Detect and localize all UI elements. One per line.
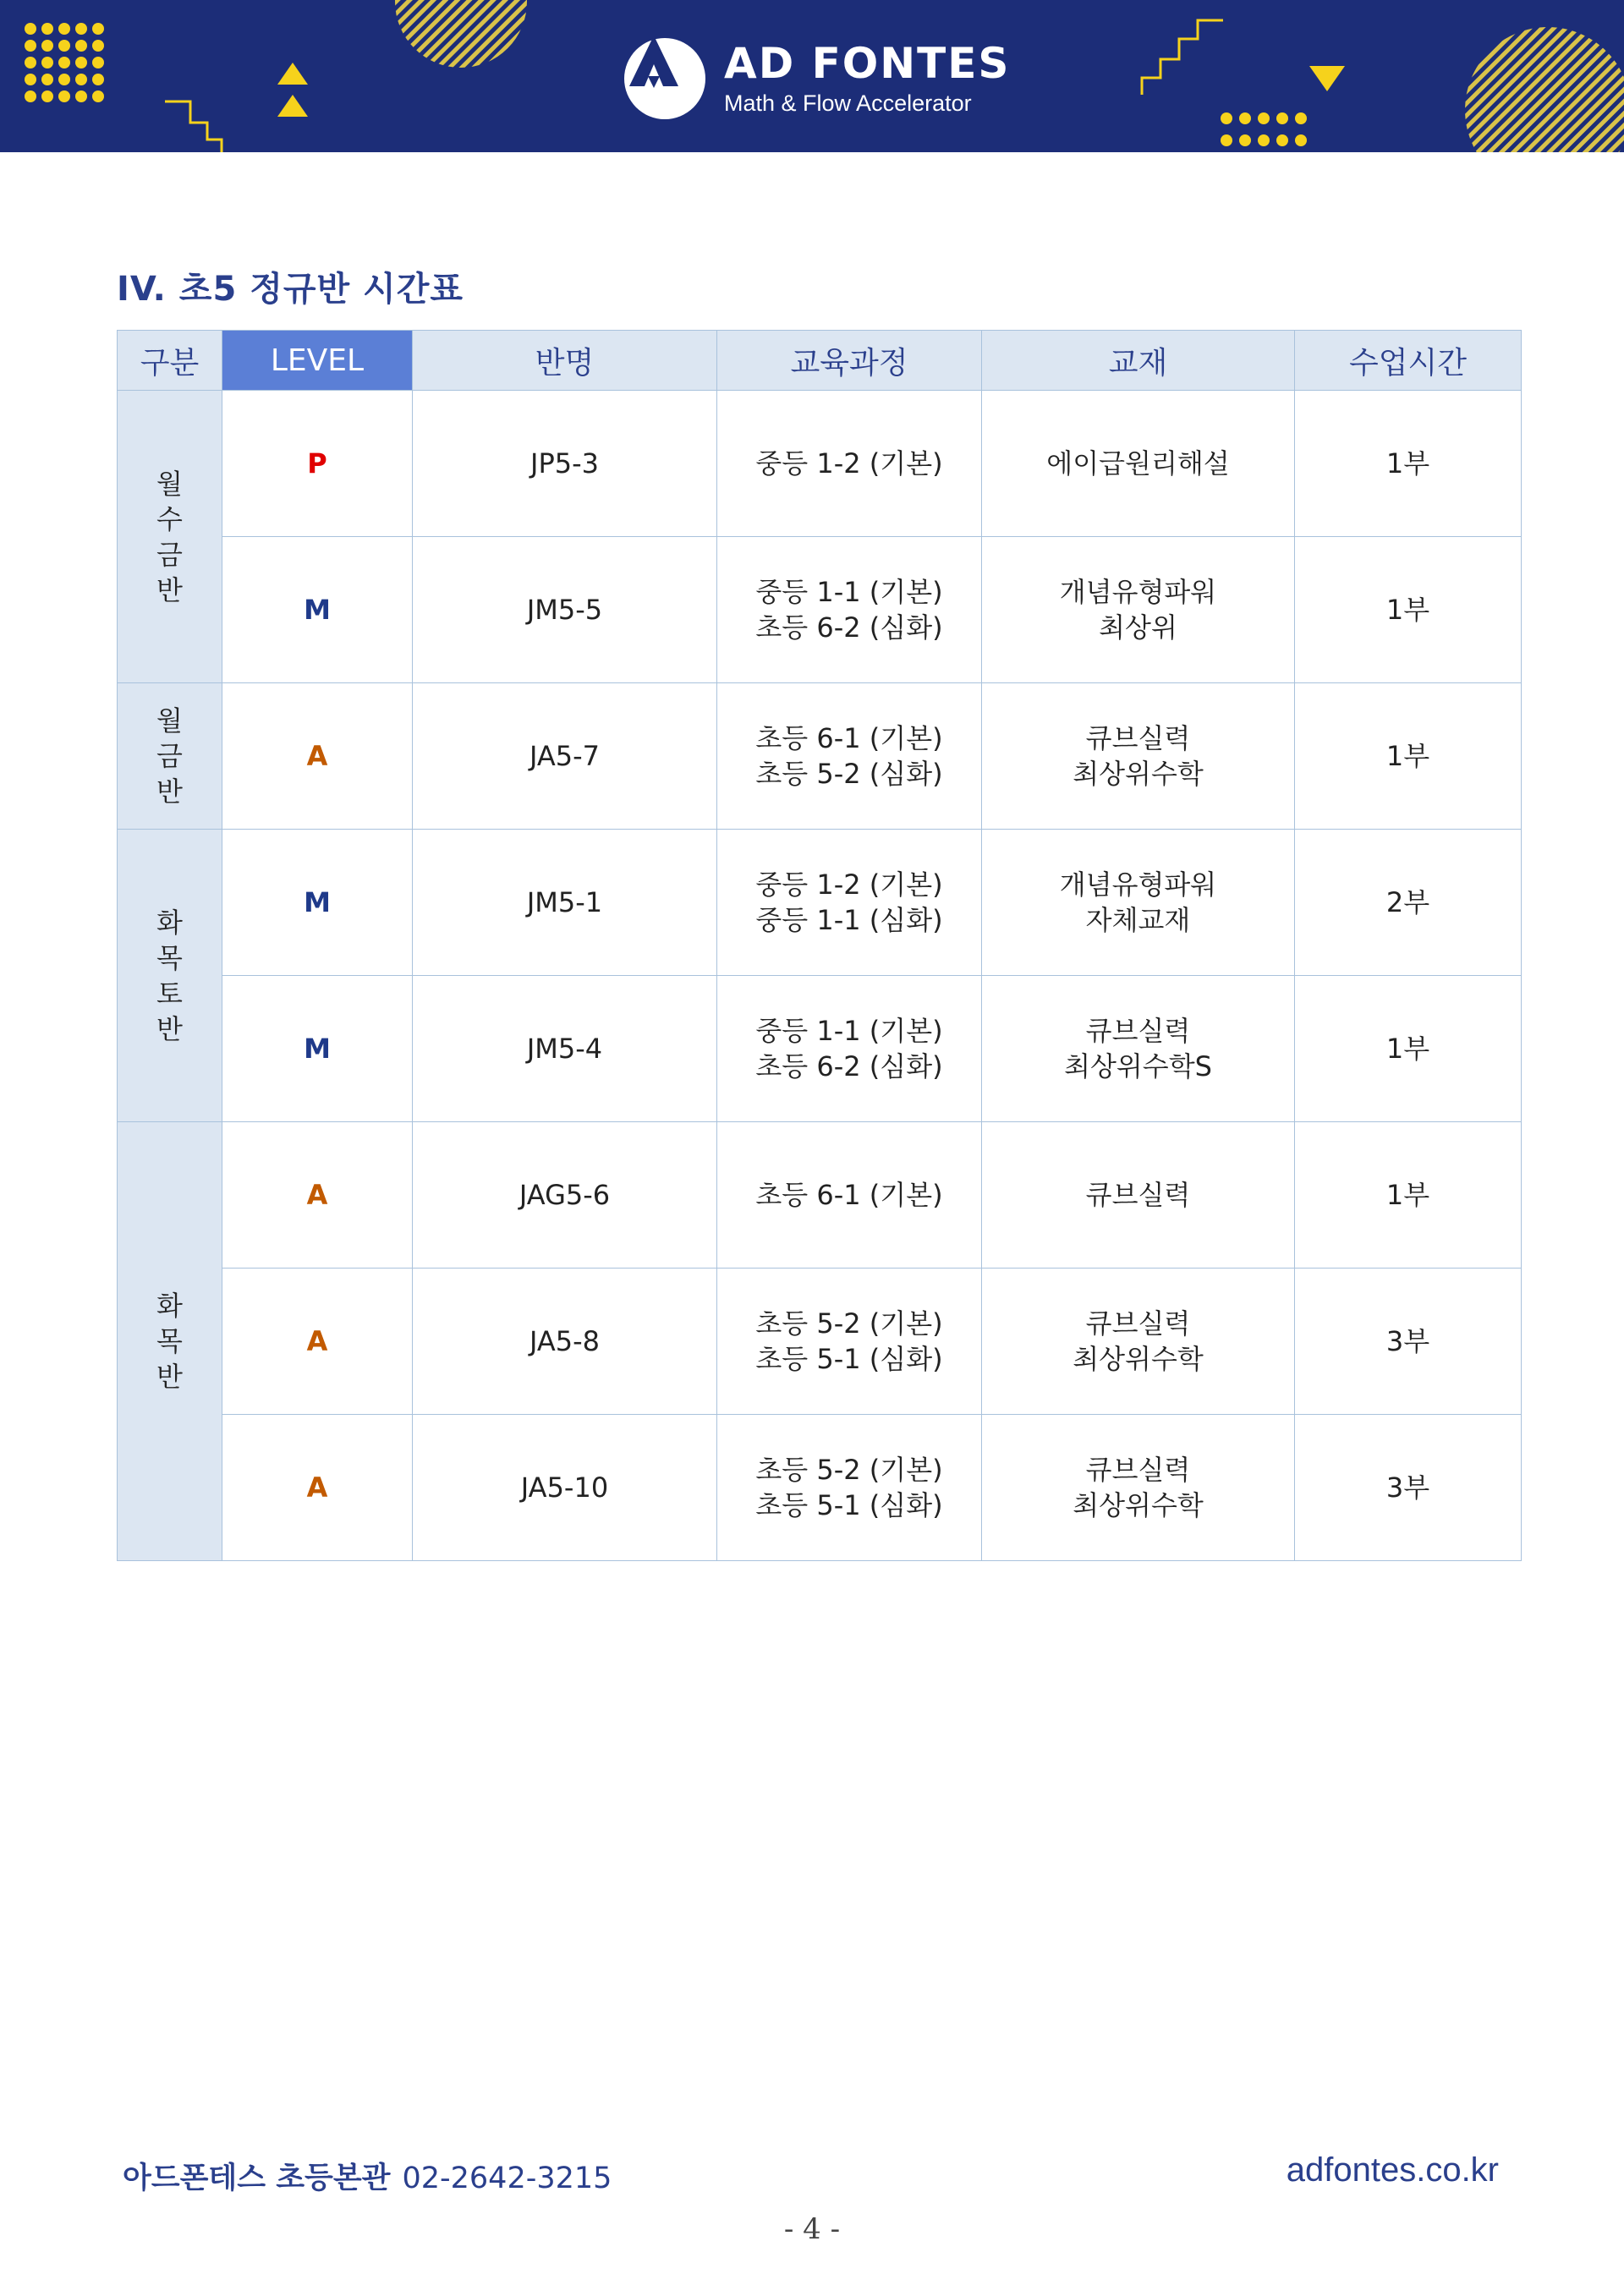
group-label: 월 수 금 반 [118,391,222,683]
level-cell: A [222,1122,413,1269]
textbook-line: 최상위수학 [1073,1343,1204,1375]
table-row [118,391,1522,537]
footer-website[interactable]: adfontes.co.kr [1286,2151,1499,2189]
class-name-cell: JA5-10 [413,1415,717,1561]
curriculum-cell [717,830,982,976]
curriculum-line: 초등 6-1 (기본) [755,722,943,754]
level-cell: M [222,830,413,976]
table-header-row [118,331,1522,391]
textbook-cell [982,830,1295,976]
curriculum-line: 중등 1-2 (기본) [755,447,943,479]
table-row [118,1415,1522,1561]
textbook-line: 최상위수학S [1064,1050,1212,1082]
textbook-line: 에이급원리해설 [1046,447,1230,479]
class-time-cell: 1부 [1295,537,1522,683]
level-cell: A [222,683,413,830]
textbook-cell [982,976,1295,1122]
curriculum-line: 중등 1-1 (기본) [755,1015,943,1047]
textbook-line: 큐브실력 [1085,1307,1191,1340]
textbook-line: 최상위수학 [1073,758,1204,790]
table-row [118,1269,1522,1415]
header-curriculum: 교육과정 [717,331,982,391]
textbook-cell [982,1269,1295,1415]
curriculum-line: 초등 6-2 (심화) [755,611,943,644]
header-textbook: 교재 [982,331,1295,391]
stairs-left [165,101,222,152]
class-name-cell: JP5-3 [413,391,717,537]
brand-tagline: Math & Flow Accelerator [724,90,972,116]
curriculum-line: 중등 1-1 (기본) [755,576,943,608]
class-name-cell: JM5-5 [413,537,717,683]
class-name-cell: JAG5-6 [413,1122,717,1269]
class-name-cell: JA5-8 [413,1269,717,1415]
curriculum-cell [717,391,982,537]
curriculum-line: 초등 6-1 (기본) [755,1179,943,1211]
header-category: 구분 [118,331,222,391]
triangle-down [1309,66,1345,91]
class-time-cell: 1부 [1295,683,1522,830]
textbook-line: 최상위수학 [1073,1489,1204,1521]
header-class-time: 수업시간 [1295,331,1522,391]
table-row [118,537,1522,683]
curriculum-cell [717,1415,982,1561]
curriculum-line: 초등 6-2 (심화) [755,1050,943,1082]
header-level: LEVEL [222,331,413,391]
class-time-cell: 3부 [1295,1269,1522,1415]
table-row [118,976,1522,1122]
dot-grid-right [1221,112,1307,146]
triangle-up-1 [277,63,308,85]
group-label: 화 목 토 반 [118,830,222,1122]
header-banner [0,0,1624,152]
curriculum-line: 초등 5-1 (심화) [755,1489,943,1521]
curriculum-cell [717,1269,982,1415]
group-label: 월 금 반 [118,683,222,830]
table-row [118,830,1522,976]
class-time-cell: 1부 [1295,976,1522,1122]
hatched-circle-right [1465,27,1624,152]
curriculum-cell [717,1122,982,1269]
textbook-cell [982,537,1295,683]
class-name-cell: JM5-4 [413,976,717,1122]
textbook-line: 최상위 [1099,611,1177,644]
table-body [118,391,1522,1561]
brand-logo [624,32,1010,125]
textbook-cell [982,683,1295,830]
textbook-line: 큐브실력 [1085,1015,1191,1047]
class-name-cell: JM5-1 [413,830,717,976]
triangle-up-2 [277,95,308,117]
brand-name: AD FONTES [724,39,1011,88]
footer-contact [123,2155,612,2197]
table-row [118,1122,1522,1269]
textbook-line: 개념유형파워 [1059,869,1217,901]
curriculum-line: 초등 5-1 (심화) [755,1343,943,1375]
textbook-cell [982,1415,1295,1561]
curriculum-cell [717,976,982,1122]
level-cell: A [222,1415,413,1561]
table-row [118,683,1522,830]
stairs-right [1142,20,1223,95]
hatched-circle-top [395,0,527,68]
textbook-line: 큐브실력 [1085,722,1191,754]
timetable [117,330,1522,1561]
class-time-cell: 1부 [1295,391,1522,537]
curriculum-line: 중등 1-2 (기본) [755,869,943,901]
class-time-cell: 3부 [1295,1415,1522,1561]
logo-a-icon [624,38,705,119]
class-time-cell: 1부 [1295,1122,1522,1269]
curriculum-line: 초등 5-2 (기본) [755,1307,943,1340]
level-cell: M [222,976,413,1122]
textbook-line: 큐브실력 [1085,1454,1191,1486]
curriculum-line: 초등 5-2 (심화) [755,758,943,790]
textbook-cell [982,1122,1295,1269]
level-cell: P [222,391,413,537]
header-class-name: 반명 [413,331,717,391]
class-name-cell: JA5-7 [413,683,717,830]
textbook-line: 자체교재 [1085,904,1191,936]
textbook-line: 개념유형파워 [1059,576,1217,608]
group-label: 화 목 반 [118,1122,222,1561]
curriculum-cell [717,537,982,683]
level-cell: M [222,537,413,683]
page-number: - 4 - [783,2212,841,2246]
footer-phone: 02-2642-3215 [402,2162,612,2195]
curriculum-cell [717,683,982,830]
curriculum-line: 중등 1-1 (심화) [755,904,943,936]
curriculum-line: 초등 5-2 (기본) [755,1454,943,1486]
dot-grid-left [25,23,104,102]
section-title: IV. 초5 정규반 시간표 [117,270,464,309]
level-cell: A [222,1269,413,1415]
textbook-cell [982,391,1295,537]
textbook-line: 큐브실력 [1085,1179,1191,1211]
class-time-cell: 2부 [1295,830,1522,976]
footer-academy-name: 아드폰테스 초등본관 [123,2162,391,2195]
